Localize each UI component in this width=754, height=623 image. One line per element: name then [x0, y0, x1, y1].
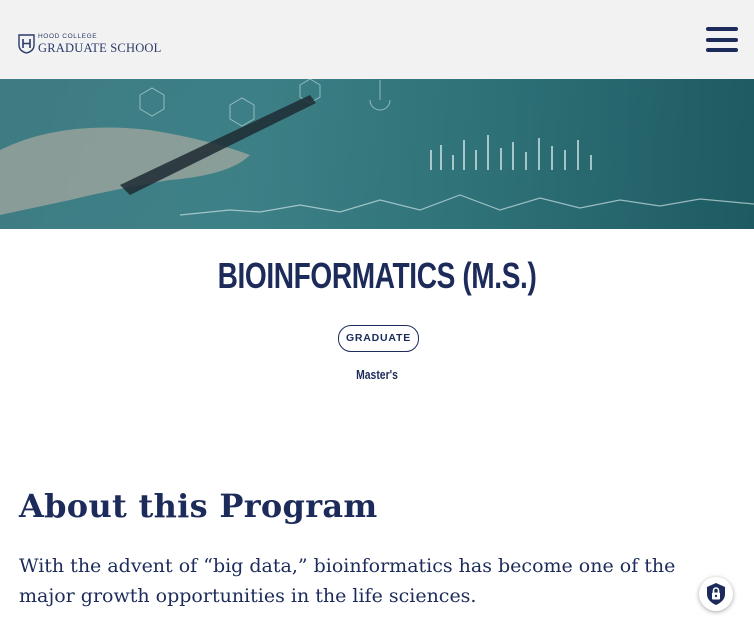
- privacy-settings-button[interactable]: [699, 577, 733, 611]
- privacy-lock-icon: [704, 582, 728, 606]
- about-heading: About this Program: [19, 487, 378, 525]
- degree-type: Master's: [356, 367, 398, 382]
- hood-college-logo[interactable]: [18, 33, 162, 55]
- crest-icon: [18, 34, 35, 54]
- hamburger-menu-icon[interactable]: [704, 25, 740, 54]
- logo-line-1: HOOD COLLEGE: [38, 33, 98, 40]
- program-title: BIOINFORMATICS (M.S.): [217, 255, 537, 296]
- logo-line-2: GRADUATE SCHOOL: [38, 40, 162, 55]
- about-intro-text: With the advent of “big data,” bioinformatics has become one of the major growth opportunities in the life sciences.: [19, 555, 676, 607]
- site-header: [0, 0, 754, 79]
- program-level-badge[interactable]: GRADUATE: [338, 325, 419, 352]
